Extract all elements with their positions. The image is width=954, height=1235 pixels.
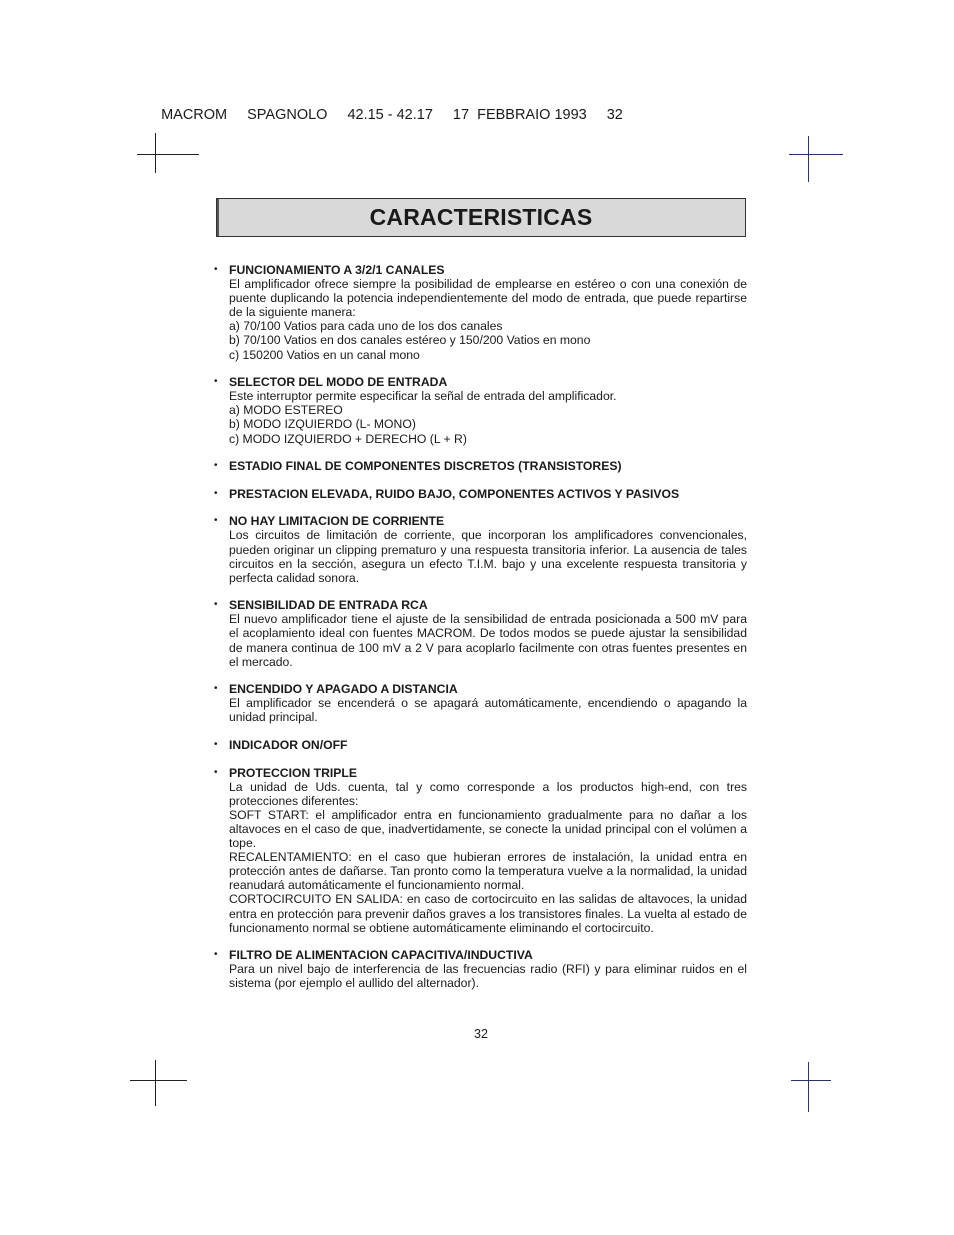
bullet-icon: • [214,487,218,499]
feature-title: PRESTACION ELEVADA, RUIDO BAJO, COMPONENTES ACTIVOS Y PASIVOS [229,486,680,501]
feature-title: SENSIBILIDAD DE ENTRADA RCA [229,598,428,613]
feature-section [213,682,747,724]
header-language: SPAGNOLO [247,107,328,123]
document-header [153,91,643,123]
feature-paragraph: El nuevo amplificador tiene el ajuste de la sensibilidad de entrada posicionada a 500 mV para el acoplamiento ideal con fuentes MACROM. De todos modos se puede ajustar la sensibilidad de manera continua de 100 mV a 2 V para acoplarlo facilmente con otras fuentes presentes en el mercado. [229,612,747,669]
feature-paragraph: El amplificador se encenderá o se apagará automáticamente, encendiendo o apagando la unidad principal. [229,696,747,725]
feature-title: NO HAY LIMITACION DE CORRIENTE [229,514,445,529]
feature-paragraph: SOFT START: el amplificador entra en funcionamiento gradualmente para no dañar a los altavoces en el caso de que, inadvertidamente, se conecte la unidad principal con el volúmen a tope. [229,807,747,851]
feature-paragraph: El amplificador ofrece siempre la posibilidad de emplearse en estéreo o con una conexión de puente duplicando la potencia independientemente del modo de entrada, que puede repartirse de la siguiente manera: [229,277,747,320]
feature-section [213,459,747,473]
bullet-icon: • [214,460,218,472]
feature-title: ENCENDIDO Y APAGADO A DISTANCIA [229,682,458,697]
bullet-icon: • [214,766,218,778]
bullet-icon: • [214,376,218,388]
feature-paragraph: RECALENTAMIENTO: en el caso que hubieran errores de instalación, la unidad entra en protección antes de dañarse. Tan pronto como la temperatura vuelve a la normalidad, la unidad reanudará automáticamente el funcionamiento normal. [229,850,747,893]
feature-paragraph: La unidad de Uds. cuenta, tal y como corresponde a los productos high-end, con tres protecciones diferentes: [229,779,747,808]
feature-list-item: a) 70/100 Vatios para cada uno de los dos canales [229,319,503,334]
features-list [213,263,747,1004]
feature-list-item: b) MODO IZQUIERDO (L- MONO) [229,417,416,432]
feature-title: SELECTOR DEL MODO DE ENTRADA [229,375,448,390]
feature-section [213,263,747,362]
feature-section [213,766,747,935]
bullet-icon: • [214,515,218,527]
feature-title: PROTECCION TRIPLE [229,765,357,780]
feature-list-item: a) MODO ESTEREO [229,403,343,418]
header-page: 32 [606,107,623,123]
feature-title: FUNCIONAMIENTO A 3/2/1 CANALES [229,263,445,277]
title-box [216,198,746,237]
feature-list-item: c) MODO IZQUIERDO + DERECHO (L + R) [229,431,467,446]
feature-paragraph: CORTOCIRCUITO EN SALIDA: en caso de cortocircuito en las salidas de altavoces, la unidad entra en protección para prevenir daños graves a los transistores finales. La vuelta al estado de funcionamento normal se obtiene automáticamente eliminando el cortocircuito. [229,892,747,935]
feature-list-item: c) 150200 Vatios en un canal mono [229,347,420,362]
bullet-icon: • [214,264,218,275]
feature-section [213,598,747,668]
bullet-icon: • [214,949,218,961]
feature-section [213,948,747,990]
page-number: 32 [474,1027,488,1041]
header-model: 42.15 - 42.17 [347,107,433,123]
feature-title: ESTADIO FINAL DE COMPONENTES DISCRETOS (TRANSISTORES) [229,459,622,474]
feature-title: INDICADOR ON/OFF [229,738,348,753]
feature-section [213,738,747,752]
feature-paragraph: Los circuitos de limitación de corriente, que incorporan los amplificadores convencionales, pueden originar un clipping prematuro y una respuesta transitoria inferior. La ausencia de tales circuitos en la sección, asegura un efecto T.I.M. bajo y una excelente respuesta transitoria y perfecta calidad sonora. [229,528,747,585]
feature-title: FILTRO DE ALIMENTACION CAPACITIVA/INDUCTIVA [229,948,533,963]
feature-section [213,514,747,584]
header-brand: MACROM [161,107,228,123]
feature-paragraph: Este interruptor permite especificar la señal de entrada del amplificador. [229,389,617,404]
feature-list-item: b) 70/100 Vatios en dos canales estéreo y 150/200 Vatios en mono [229,333,591,348]
bullet-icon: • [214,599,218,611]
feature-section [213,375,747,445]
page-title: CARACTERISTICAS [369,204,593,230]
header-date: 17 FEBBRAIO 1993 [452,107,587,123]
feature-section [213,487,747,501]
feature-paragraph: Para un nivel bajo de interferencia de las frecuencias radio (RFI) y para eliminar ruidos en el sistema (por ejemplo el aullido del alternador). [229,962,747,991]
bullet-icon: • [214,739,218,751]
bullet-icon: • [214,683,218,695]
